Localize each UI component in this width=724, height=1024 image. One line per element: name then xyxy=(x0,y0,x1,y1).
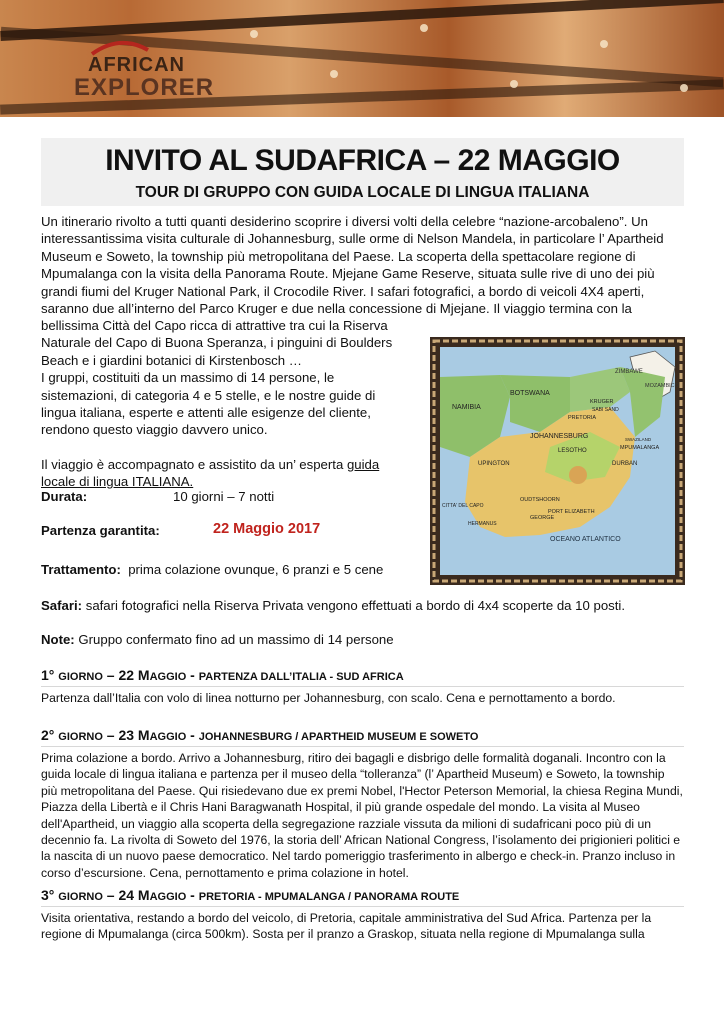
partenza-label: Partenza garantita: xyxy=(41,523,160,538)
map-label: MOZAMBICO xyxy=(645,383,679,389)
intro-line: Mpumalanga con la visita della Panorama Route. Mjejane Game Reserve, situata sulle rive di uno dei più xyxy=(41,266,655,282)
logo-line1: AFRICAN xyxy=(88,54,185,76)
map-label: GEORGE xyxy=(530,515,555,521)
south-africa-map xyxy=(430,337,685,585)
intro-line: Museum e Soweto, la township più metropolitana del Paese. La scoperta della spettacolare regione di xyxy=(41,248,636,264)
divider xyxy=(41,686,684,687)
african-explorer-logo xyxy=(70,40,215,101)
day-heading: 1° GIORNO – 22 MAGGIO - PARTENZA DALL’ITALIA - SUD AFRICA xyxy=(41,667,404,683)
note-row: Note: Gruppo confermato fino ad un massimo di 14 persone xyxy=(41,632,394,647)
map-label: PRETORIA xyxy=(568,415,597,421)
intro-line: Un itinerario rivolto a tutti quanti desiderino scoprire i diversi volti della celebre “nazione-arcobaleno”. Un xyxy=(41,214,648,229)
map-label: NAMIBIA xyxy=(452,404,481,411)
map-label: OCEANO ATLANTICO xyxy=(550,536,621,543)
day-heading: 2° GIORNO – 23 MAGGIO - JOHANNESBURG / APARTHEID MUSEUM E SOWETO xyxy=(41,727,479,743)
intro-line: Naturale del Capo di Buona Speranza, i pinguini di Boulders xyxy=(41,335,393,351)
title-box xyxy=(41,138,684,206)
intro-line: Il viaggio è accompagnato e assistito da un’ esperta guida xyxy=(41,456,380,472)
divider xyxy=(41,906,684,907)
intro-line: lingua italiana, esperte e attenti alle esigenze del cliente, xyxy=(41,405,371,421)
trattamento-row: Trattamento: prima colazione ovunque, 6 pranzi e 5 cene xyxy=(41,562,384,577)
map-label: SABI SAND xyxy=(592,407,619,413)
intro-line: rendono questo viaggio davvero unico. xyxy=(41,422,268,438)
day-heading: 3° GIORNO – 24 MAGGIO - PRETORIA - MPUMALANGA / PANORAMA ROUTE xyxy=(41,887,460,903)
map-label: SWAZILAND xyxy=(625,437,652,442)
page-subtitle: TOUR DI GRUPPO CON GUIDA LOCALE DI LINGUA ITALIANA xyxy=(135,184,590,201)
logo-line2: EXPLORER xyxy=(74,74,215,101)
map-label: PORT ELIZABETH xyxy=(548,509,595,515)
map-label: LESOTHO xyxy=(558,448,587,454)
map-label: DURBAN xyxy=(612,461,638,467)
intro-line: saranno due all’interno del Parco Kruger e due nella concessione di Mjejane. Il viaggio termina con la xyxy=(41,301,632,317)
intro-line: grandi fiumi del Kruger National Park, il Crocodile River. I safari fotografici, a bordo di veicoli 4X4 aperti, xyxy=(41,283,645,299)
map-label: OUDTSHOORN xyxy=(520,497,560,503)
durata-label: Durata: xyxy=(41,489,88,504)
page-title: INVITO AL SUDAFRICA – 22 MAGGIO xyxy=(105,144,620,177)
day-description: Visita orientativa, restando a bordo del veicolo, di Pretoria, capitale amministrativa del Sud Africa. Partenza per la regione di Mpumalanga (circa 500km). Sosta per il pranzo a Graskop, situata nella regione di Mpumalanga sulla xyxy=(41,911,652,942)
durata-value: 10 giorni – 7 notti xyxy=(173,489,275,504)
day-description: Prima colazione a bordo. Arrivo a Johannesburg, ritiro dei bagagli e disbrigo delle formalità doganali. Incontro con la guida locale di lingua italiana e partenza per il museo della “tolleranza” (l’ Apartheid Museum) e Soweto, la township più metropolitana del Paese. Qui risiedevano due ex premi Nobel, l'Hector Peterson Memorial, la chiesa Regina Mundi, Piazza della Libertà e il Chris Hani Baragwanath Hospital, il più grande ospedale del mondo. La visita al Museo dell'Apartheid, un viaggio alla scoperta della segregazione razziale vissuta da milioni di sudafricani poco più di un decennio fa. La rivolta di Soweto del 1976, la storia dell’ African National Congress, l’isolamento dei prigionieri politici e la nascita di un nuovo paese democratico. Nel tardo pomeriggio trasferimento in albergo e check-in. Pranzo incluso in corso d’escursione. Cena, pernottamento e prima colazione in hotel. xyxy=(41,751,683,880)
day-description: Partenza dall’Italia con volo di linea notturno per Johannesburg, con scalo. Cena e pernottamento a bordo. xyxy=(41,691,616,705)
map-label: JOHANNESBURG xyxy=(530,433,589,440)
map-label: MPUMALANGA xyxy=(620,445,660,451)
intro-paragraph-narrow xyxy=(41,317,419,491)
divider xyxy=(41,746,684,747)
map-label: UPINGTON xyxy=(478,461,510,467)
header-banner xyxy=(0,0,724,117)
intro-line: interessantissima visita culturale di Johannesburg, sulle orme di Nelson Mandela, in particolare l’ Apartheid xyxy=(41,231,664,247)
map-label: KRUGER xyxy=(590,399,614,405)
map-label: ZIMBAWE xyxy=(615,369,643,375)
intro-line: Beach e i giardini botanici di Kirstenbosch … xyxy=(41,352,302,368)
intro-line: bellissima Città del Capo ricca di attrattive tra cui la Riserva xyxy=(41,318,388,333)
intro-line: locale di lingua ITALIANA. xyxy=(41,474,194,490)
partenza-value: 22 Maggio 2017 xyxy=(213,521,321,537)
map-label: HERMANUS xyxy=(468,521,497,527)
safari-row: Safari: safari fotografici nella Riserva Privata vengono effettuati a bordo di 4x4 scoperte da 10 posti. xyxy=(41,598,626,613)
intro-paragraph xyxy=(41,213,684,317)
intro-line: I gruppi, costituiti da un massimo di 14 persone, le xyxy=(41,370,335,386)
map-label: BOTSWANA xyxy=(510,390,550,397)
intro-line: sistemazioni, di categoria 4 e 5 stelle, e le nostre guide di xyxy=(41,387,376,403)
map-label: CITTA' DEL CAPO xyxy=(442,503,484,509)
